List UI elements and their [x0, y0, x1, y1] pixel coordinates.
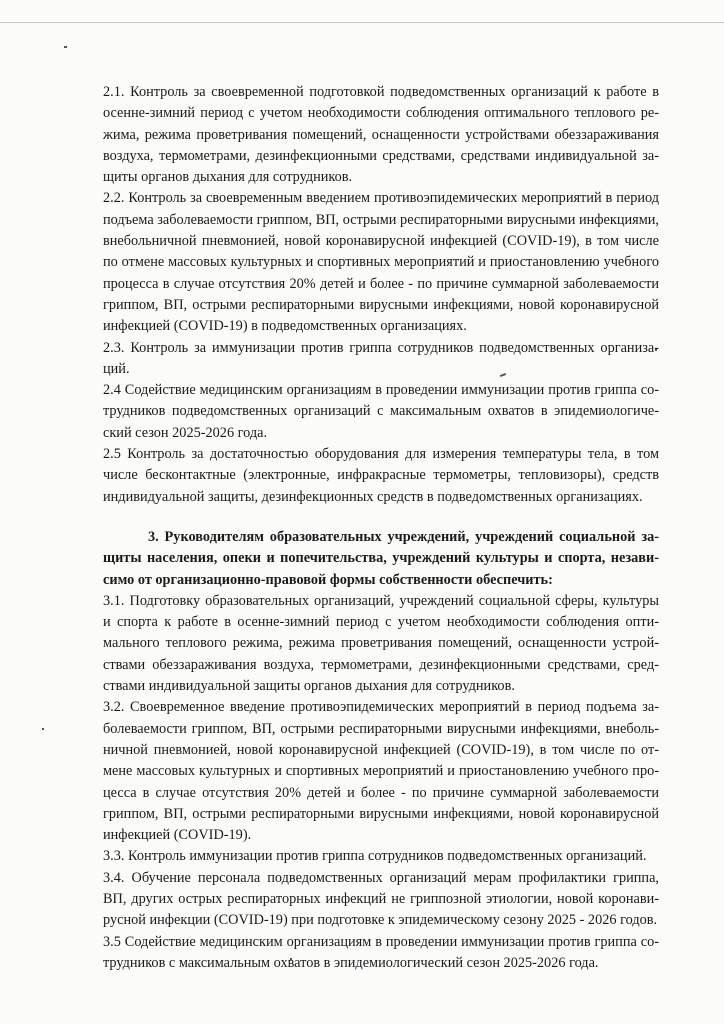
text-line: 2.3. Контроль за иммунизации против гриппа сотрудников подведомственных организа- [103, 339, 659, 356]
text-line: гриппом, ВП, острыми респираторными вирусными инфекциями, новой коронавирусной [103, 296, 659, 313]
scan-speck [64, 46, 67, 48]
paragraph-3-4 [103, 868, 659, 932]
text-line: жима, режима проветривания помещений, оснащенности устройствами обеззараживания [103, 126, 659, 143]
text-line: инфекцией (COVID-19). [103, 827, 252, 844]
text-line: числе бесконтактные (электронные, инфракрасные термометры, тепловизоры), средств [103, 467, 659, 484]
text-line: по отмене массовых культурных и спортивных мероприятий и приостановлению учебного [103, 254, 659, 271]
text-line: 3.5 Содействие медицинским организациям в проведении иммунизации против гриппа со- [103, 933, 659, 950]
text-line: процесса в случае отсутствия 20% детей и более - по причине суммарной заболеваемости [103, 275, 659, 292]
text-line: ВП, других острых респираторных инфекций не гриппозной этиологии, новой коронави- [103, 890, 659, 907]
text-line: и спорта к работе в осенне-зимний период с учетом необходимости соблюдения опти- [103, 614, 659, 631]
text-line: щиты органов дыхания для сотрудников. [103, 169, 353, 186]
text-line: трудников с максимальным охватов в эпидемиологический сезон 2025-2026 года. [103, 954, 599, 971]
text-line: цесса в случае отсутствия 20% детей и более - по причине суммарной заболеваемости [103, 784, 659, 801]
text-line: инфекцией (COVID-19) в подведомственных организациях. [103, 318, 467, 335]
section-3-heading [103, 527, 659, 591]
text-line: 3.2. Своевременное введение противоэпидемических мероприятий в период подъема за- [103, 699, 659, 716]
text-line: 2.4 Содействие медицинским организациям в проведении иммунизации против гриппа со- [103, 382, 659, 399]
text-line: болеваемости гриппом, ВП, острыми респираторными вирусными инфекциями, внеболь- [103, 720, 659, 737]
paragraph-2-2 [103, 188, 659, 337]
text-line: ский сезон 2025-2026 года. [103, 424, 268, 441]
text-line: индивидуальной защиты, дезинфекционных средств в подведомственных организациях. [103, 488, 643, 505]
paragraph-3-5 [103, 932, 659, 975]
paragraph-3-1 [103, 591, 659, 697]
text-line: подъема заболеваемости гриппом, ВП, острыми респираторными вирусными инфекциями, [103, 211, 659, 228]
scan-speck [42, 728, 44, 730]
heading-line: 3. Руководителям образовательных учреждений, учреждений социальной за- [148, 528, 659, 545]
text-line: гриппом, ВП, острыми респираторными вирусными инфекциями, новой коронавирусной [103, 805, 659, 822]
section-2 [103, 82, 659, 508]
paragraph-2-1 [103, 82, 659, 188]
page-top-edge [0, 22, 724, 23]
text-line: русной инфекции (COVID-19) при подготовке к эпидемическому сезону 2025 - 2026 годов. [103, 912, 658, 929]
text-line: мене массовых культурных и спортивных мероприятий и приостановлению учебного про- [103, 763, 659, 780]
text-line: ствами обеззараживания воздуха, термометрами, дезинфекционными средствами, сред- [103, 656, 659, 673]
heading-line: симо от организационно-правовой формы собственности обеспечить: [103, 571, 553, 588]
document-body [103, 82, 659, 974]
section-3 [103, 591, 659, 974]
paragraph-2-3 [103, 338, 659, 381]
paragraph-3-3 [103, 846, 659, 867]
text-line: внебольничной пневмонией, новой коронавирусной инфекцией (COVID-19), в том числе [103, 233, 659, 250]
text-line: 2.5 Контроль за достаточностью оборудования для измерения температуры тела, в том [103, 446, 659, 463]
text-line: трудников подведомственных организаций с максимальным охватов в эпидемиологиче- [103, 403, 659, 420]
text-line: воздуха, термометрами, дезинфекционными средствами, средствами индивидуальной за- [103, 147, 659, 164]
text-line: ствами индивидуальной защиты органов дыхания для сотрудников. [103, 678, 515, 695]
text-line: мального теплового режима, режима проветривания помещений, оснащенности устрой- [103, 635, 659, 652]
paragraph-2-4 [103, 380, 659, 444]
text-line: 2.1. Контроль за своевременной подготовкой подведомственных организаций к работе в [103, 84, 659, 100]
text-line: ций. [103, 360, 130, 377]
text-line: ничной пневмонией, новой коронавирусной инфекцией (COVID-19), в том числе по от- [103, 741, 659, 758]
text-line: 3.1. Подготовку образовательных организаций, учреждений социальной сферы, культуры [103, 592, 659, 609]
text-line: 3.4. Обучение персонала подведомственных организаций мерам профилактики гриппа, [103, 869, 659, 886]
text-line: 3.3. Контроль иммунизации против гриппа сотрудников подведомственных организаций. [103, 848, 647, 865]
text-line: 2.2. Контроль за своевременным введением противоэпидемических мероприятий в период [103, 190, 659, 207]
paragraph-2-5 [103, 444, 659, 508]
text-line: осенне-зимний период с учетом необходимости соблюдения оптимального теплового ре- [103, 105, 659, 122]
heading-line: щиты населения, опеки и попечительства, учреждений культуры и спорта, незави- [103, 550, 659, 567]
paragraph-3-2 [103, 697, 659, 846]
